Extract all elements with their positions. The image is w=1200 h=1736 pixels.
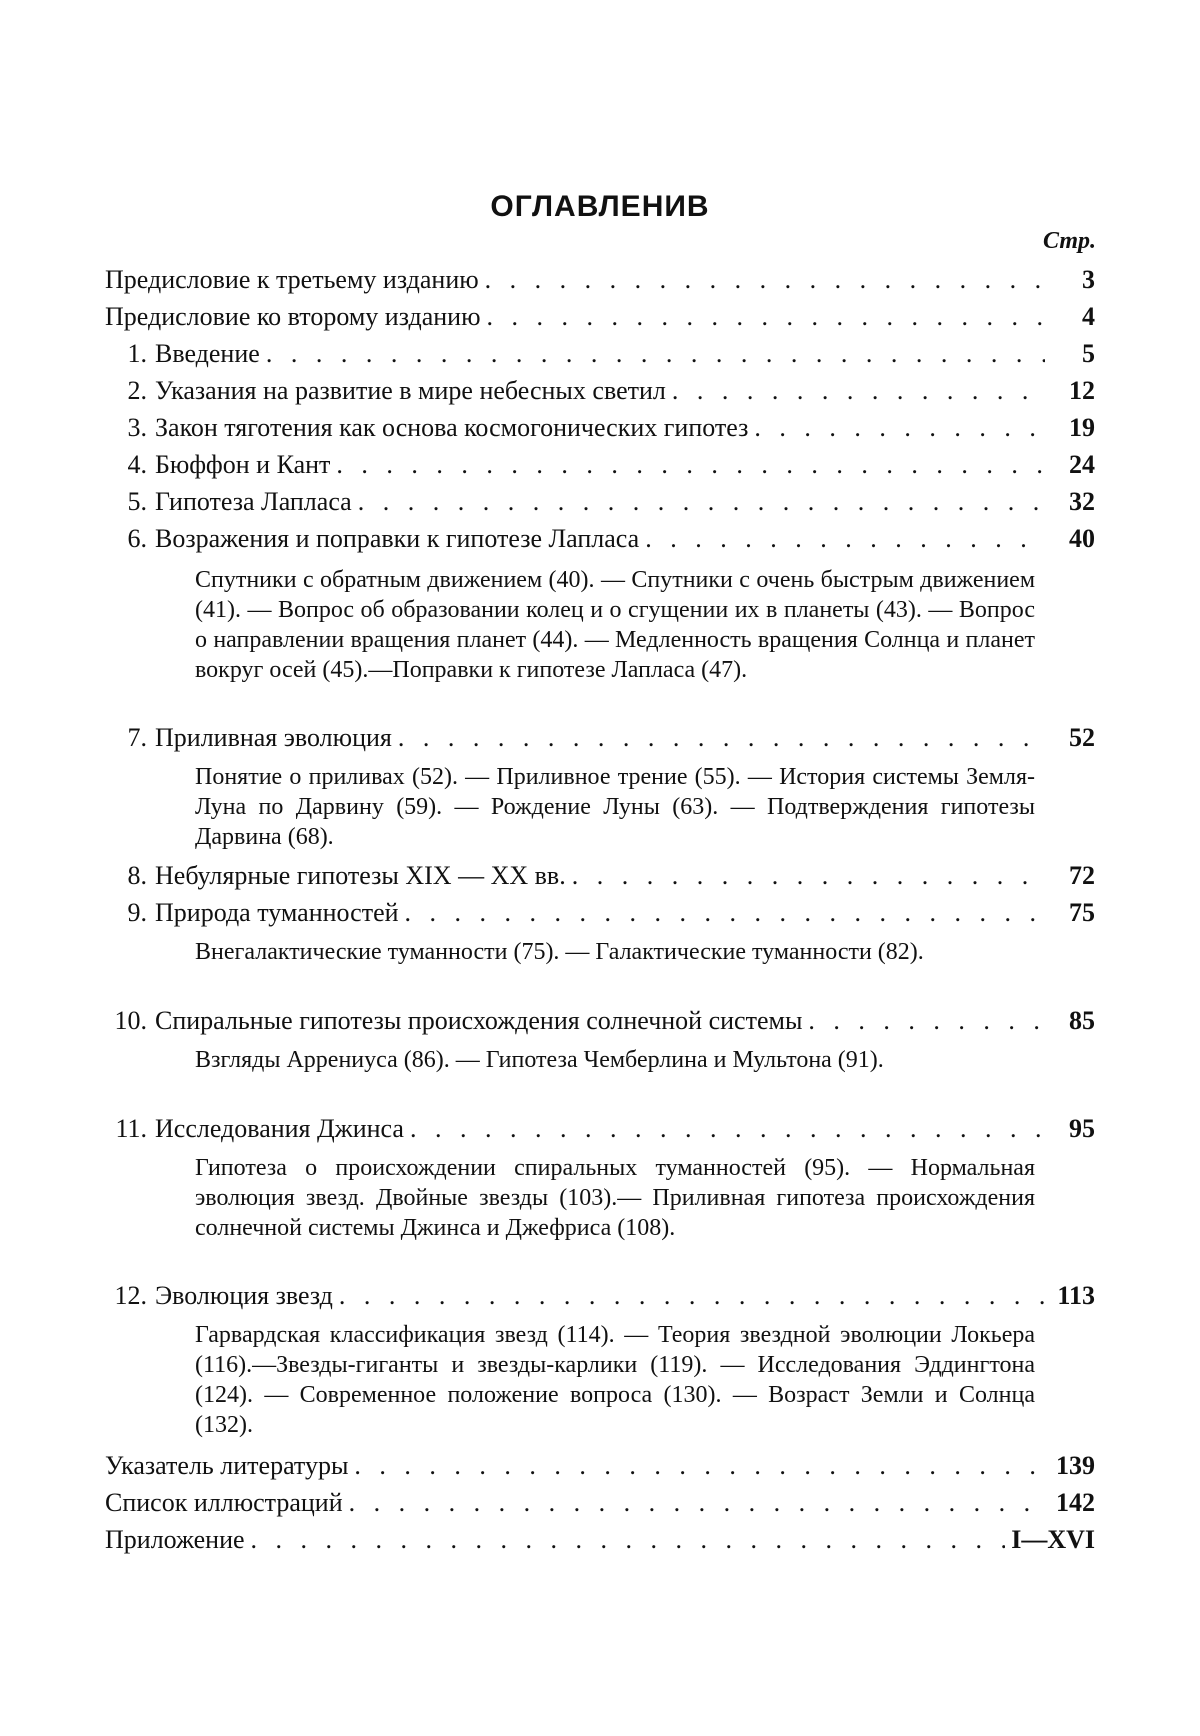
toc-entry (105, 720, 1095, 756)
toc-entry-label: Исследования Джинса (155, 1114, 404, 1143)
toc-entry-number: 9. (127, 898, 147, 927)
leader-dots (485, 262, 1045, 298)
toc-entry (105, 373, 1095, 409)
toc-entry-page: 40 (1069, 524, 1095, 553)
toc-entry (105, 336, 1095, 372)
toc-entry-number: 12. (114, 1281, 147, 1310)
toc-subentry-text: Взгляды Аррениуса (86). — Гипотеза Чемберлина и Мультона (91). (195, 1047, 884, 1073)
toc-entry-page: 12 (1069, 376, 1095, 405)
page-column-header: Стр. (1042, 228, 1096, 254)
toc-entry-number: 6. (127, 524, 147, 553)
toc-entry-page: 3 (1082, 265, 1095, 294)
leader-dots (572, 858, 1045, 894)
toc-entry (105, 1485, 1095, 1521)
leader-dots (405, 895, 1045, 931)
toc-entry-number: 11. (115, 1114, 147, 1143)
leader-dots (266, 336, 1045, 372)
toc-entry-page: 113 (1057, 1281, 1095, 1310)
toc-entry-page: 85 (1069, 1006, 1095, 1035)
toc-entry (105, 410, 1095, 446)
toc-entry-label: Приложение (105, 1525, 245, 1554)
toc-entry (105, 1522, 1095, 1558)
page-title: ОГЛАВЛЕНИВ (490, 190, 710, 223)
toc-entry-label: Природа туманностей (155, 898, 399, 927)
toc-entry-label: Список иллюстраций (105, 1488, 343, 1517)
toc-entry-page: 5 (1082, 339, 1095, 368)
toc-entry-label: Указатель литературы (105, 1451, 349, 1480)
toc-entry-number: 1. (127, 339, 147, 368)
toc-entry-number: 5. (127, 487, 147, 516)
toc-entry-label: Предисловие к третьему изданию (105, 265, 479, 294)
toc-entry (105, 262, 1095, 298)
toc-entry-number: 7. (127, 723, 147, 752)
toc-entry-label: Бюффон и Кант (155, 450, 331, 479)
toc-entry-page: 24 (1069, 450, 1095, 479)
toc-entry-label: Закон тяготения как основа космогонических гипотез (155, 413, 749, 442)
toc-entry-page: I—XVI (1011, 1525, 1095, 1554)
leader-dots (354, 1448, 1045, 1484)
toc-entry-label: Гипотеза Лапласа (155, 487, 352, 516)
leader-dots (336, 447, 1045, 483)
toc-entry-number: 4. (127, 450, 147, 479)
toc-subentry-text: Гипотеза о происхождении спиральных туманностей (95). — Нормальная эволюция звезд. Двойные звезды (103).— Приливная гипотеза происхождения солнечной системы Джинса и Джефриса (108). (195, 1155, 1035, 1241)
toc-entry-label: Спиральные гипотезы происхождения солнечной системы (155, 1006, 803, 1035)
toc-entry-number: 3. (127, 413, 147, 442)
toc-subentry-text: Понятие о приливах (52). — Приливное трение (55). — История системы Земля-Луна по Дарвину (59). — Рождение Луны (63). — Подтверждения гипотезы Дарвина (68). (195, 764, 1035, 850)
toc-entry-page: 95 (1069, 1114, 1095, 1143)
toc-entry-label: Предисловие ко второму изданию (105, 302, 481, 331)
leader-dots (251, 1522, 1006, 1558)
toc-entry-page: 139 (1056, 1451, 1095, 1480)
leader-dots (487, 299, 1045, 335)
leader-dots (808, 1003, 1045, 1039)
leader-dots (410, 1111, 1045, 1147)
toc-entry-page: 52 (1069, 723, 1095, 752)
toc-entry-page: 75 (1069, 898, 1095, 927)
toc-entry (105, 1111, 1095, 1147)
leader-dots (339, 1278, 1045, 1314)
toc-entry-label: Небулярные гипотезы XIX — XX вв. (155, 861, 566, 890)
toc-entry (105, 1003, 1095, 1039)
leader-dots (358, 484, 1045, 520)
toc-subentry-text: Внегалактические туманности (75). — Галактические туманности (82). (195, 939, 924, 965)
leader-dots (754, 410, 1045, 446)
leader-dots (398, 720, 1045, 756)
toc-entry (105, 521, 1095, 557)
toc-entry-page: 142 (1056, 1488, 1095, 1517)
toc-entry (105, 858, 1095, 894)
toc-entry-number: 2. (127, 376, 147, 405)
toc-entry-page: 4 (1082, 302, 1095, 331)
toc-entry-label: Введение (155, 339, 260, 368)
toc-entry-label: Возражения и поправки к гипотезе Лапласа (155, 524, 640, 553)
toc-entry (105, 1278, 1095, 1314)
toc-entry-page: 32 (1069, 487, 1095, 516)
toc-entry-label: Указания на развитие в мире небесных светил (155, 376, 666, 405)
toc-entry-label: Приливная эволюция (155, 723, 392, 752)
toc-subentry-text: Спутники с обратным движением (40). — Спутники с очень быстрым движением (41). — Вопрос об образовании колец и о сгущении их в планеты (43). — Вопрос о направлении вращения планет (44). — Медленность вращения Солнца и планет вокруг осей (45).—Поправки к гипотезе Лапласа (47). (195, 567, 1035, 683)
toc-subentry-text: Гарвардская классификация звезд (114). — Теория звездной эволюции Локьера (116).—Звезды-гиганты и звезды-карлики (119). — Исследования Эддингтона (124). — Современное положение вопроса (130). — Возраст Земли и Солнца (132). (195, 1322, 1035, 1438)
toc-entry (105, 1448, 1095, 1484)
toc-entry (105, 484, 1095, 520)
leader-dots (645, 521, 1045, 557)
toc-entry (105, 299, 1095, 335)
leader-dots (672, 373, 1045, 409)
leader-dots (349, 1485, 1045, 1521)
toc-entry-label: Эволюция звезд (155, 1281, 333, 1310)
toc-entry-number: 8. (127, 861, 147, 890)
toc-entry-number: 10. (114, 1006, 147, 1035)
toc-entry (105, 447, 1095, 483)
toc-entry (105, 895, 1095, 931)
toc-entry-page: 19 (1069, 413, 1095, 442)
toc-entry-page: 72 (1069, 861, 1095, 890)
